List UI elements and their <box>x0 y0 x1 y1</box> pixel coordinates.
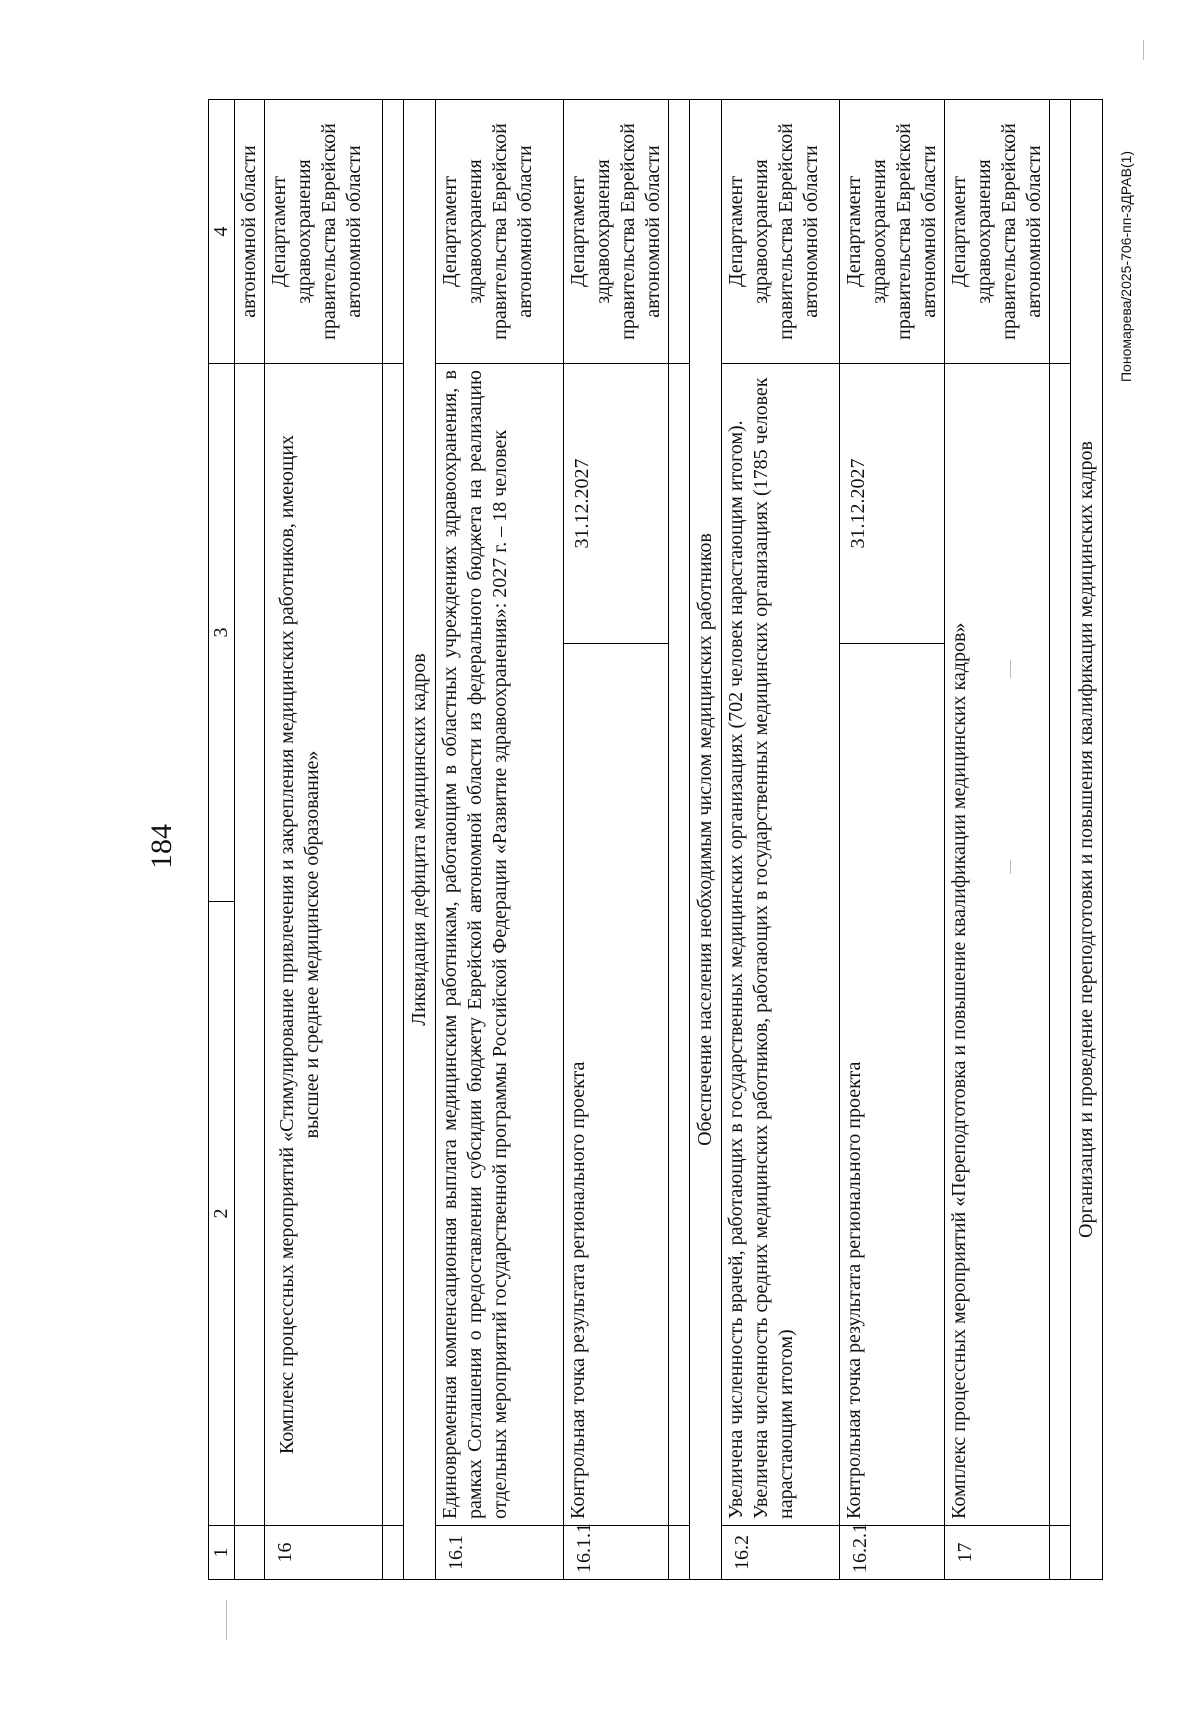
row-16-2-text <box>722 364 840 1526</box>
row-16-2-text-line-2: Увеличена численность средних медицинских работников, работающих в государственных медицинских организациях (1785 человек нарастающим итогом) <box>750 377 797 1519</box>
row-16-1-1-number: 16.1.1 <box>564 1526 669 1580</box>
row-16-2-responsible: Департамент здравоохранения правительства Еврейской автономной области <box>722 100 840 364</box>
spacer-cell <box>383 1526 404 1580</box>
row-16-2 <box>722 100 840 1580</box>
spacer-cell <box>383 100 404 364</box>
carry-over-num <box>235 1526 265 1580</box>
spacer-cell <box>383 364 404 1526</box>
row-16-2-1-text: Контрольная точка результата регионального проекта <box>840 644 945 1526</box>
section-title-2: Обеспечение населения необходимым числом медицинских работников <box>690 100 722 1580</box>
row-17-number: 17 <box>945 1526 1050 1580</box>
spacer-cell <box>669 100 690 364</box>
section-title-3: Организация и проведение переподготовки и повышения квалификации медицинских кадров <box>1071 100 1103 1580</box>
document-code: Пономарева/2025-706-пп-ЗДРАВ(1) <box>1118 150 1134 382</box>
spacer-row <box>1050 100 1071 1580</box>
carry-over-text <box>235 364 265 1526</box>
row-16-responsible: Департамент здравоохранения правительства Еврейской автономной области <box>265 100 383 364</box>
row-16-1 <box>436 100 564 1580</box>
header-col-1: 1 <box>209 1526 235 1580</box>
row-16-1-1-responsible: Департамент здравоохранения правительства Еврейской автономной области <box>564 100 669 364</box>
spacer-cell <box>1050 1526 1071 1580</box>
row-16-1-number: 16.1 <box>436 1526 564 1580</box>
spacer-cell <box>669 1526 690 1580</box>
row-16-1-1-date: 31.12.2027 <box>564 364 669 644</box>
row-16-2-1-date: 31.12.2027 <box>840 364 945 644</box>
section-row-1 <box>404 100 436 1580</box>
spacer-cell <box>669 364 690 1526</box>
row-16-2-text-line-1: Увеличена численность врачей, работающих в государственных медицинских организациях (702 человек нарастающим итогом). <box>725 420 747 1519</box>
activities-table <box>208 99 1103 1580</box>
row-16-2-number: 16.2 <box>722 1526 840 1580</box>
row-17-responsible: Департамент здравоохранения правительства Еврейской автономной области <box>945 100 1050 364</box>
section-title-1: Ликвидация дефицита медицинских кадров <box>404 100 436 1580</box>
carry-over-resp: автономной области <box>235 100 265 364</box>
spacer-row <box>669 100 690 1580</box>
spacer-row <box>383 100 404 1580</box>
rotated-table-container <box>208 100 1097 1580</box>
section-row-3 <box>1071 100 1103 1580</box>
header-col-2: 2 <box>209 902 235 1526</box>
row-17-text: Комплекс процессных мероприятий «Переподготовка и повышение квалификации медицинских кадров» <box>945 364 1050 1526</box>
row-16-1-1-text: Контрольная точка результата регионального проекта <box>564 644 669 1526</box>
scan-mark <box>226 1600 227 1640</box>
header-col-4: 4 <box>209 100 235 364</box>
carry-over-row <box>235 100 265 1580</box>
row-16-number: 16 <box>265 1526 383 1580</box>
row-16-text: Комплекс процессных мероприятий «Стимулирование привлечения и закрепления медицинских работников, имеющих высшее и среднее медицинское образование» <box>265 364 383 1526</box>
scan-mark <box>1143 40 1144 60</box>
row-16-2-1-number: 16.2.1 <box>840 1526 945 1580</box>
row-16-1-1 <box>564 100 669 1580</box>
row-16-1-responsible: Департамент здравоохранения правительства Еврейской автономной области <box>436 100 564 364</box>
row-16-2-1-responsible: Департамент здравоохранения правительства Еврейской автономной области <box>840 100 945 364</box>
section-row-2 <box>690 100 722 1580</box>
page-number: 184 <box>145 824 178 869</box>
header-col-3: 3 <box>209 364 235 902</box>
row-17 <box>945 100 1050 1580</box>
row-16-1-text: Единовременная компенсационная выплата медицинским работникам, работающим в областных учреждениях здравоохранения, в рамках Соглашения о предоставлении субсидии бюджету Еврейской автономной области из федерального бюджета на реализацию отдельных мероприятий государственной программы Российской Федерации «Развитие здравоохранения»: 2027 г. – 18 человек <box>436 364 564 1526</box>
spacer-cell <box>1050 100 1071 364</box>
row-16-2-1 <box>840 100 945 1580</box>
header-row <box>209 100 235 1580</box>
spacer-cell <box>1050 364 1071 1526</box>
row-16 <box>265 100 383 1580</box>
